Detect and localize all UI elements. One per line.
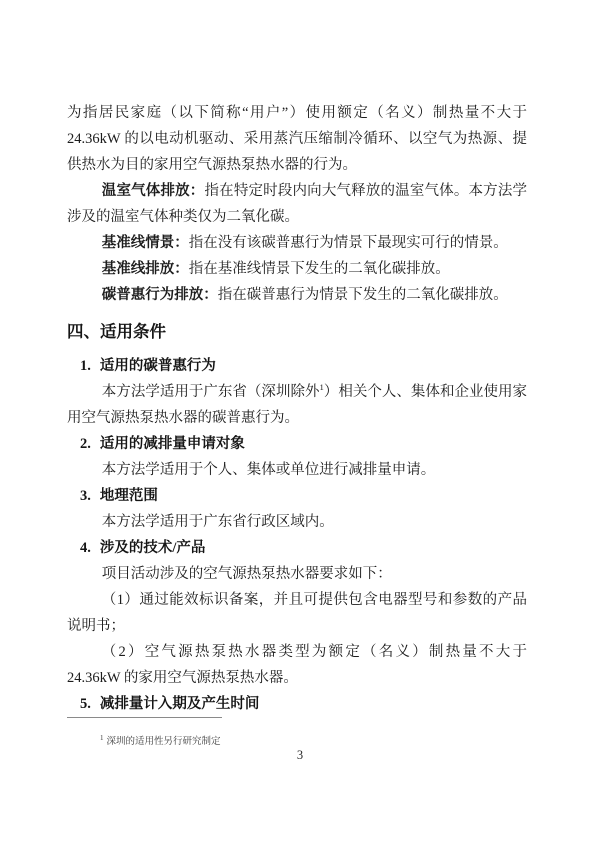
- item-title: 涉及的技术/产品: [99, 540, 206, 556]
- item-title: 地理范围: [99, 488, 158, 504]
- item-title: 适用的碳普惠行为: [99, 358, 216, 374]
- item-heading-1: [67, 353, 527, 379]
- item-number: 4.: [80, 540, 91, 556]
- item-number: 5.: [80, 696, 91, 712]
- page-content: [67, 100, 527, 717]
- section-heading: 四、适用条件: [67, 322, 166, 341]
- item-heading-2: [67, 431, 527, 457]
- intro-paragraph: 为指居民家庭（以下简称“用户”）使用额定（名义）制热量不大于 24.36kW 的以电动机驱动、采用蒸汽压缩制冷循环、以空气为热源、提供热水为目的家用空气源热泵热水器的行为。: [67, 105, 527, 173]
- definition-paragraph: [67, 230, 527, 256]
- item-body-1: [67, 379, 527, 431]
- item-body-text: ）相关个人、集体和企业使用家用空气源热泵热水器的碳普惠行为。: [67, 384, 528, 426]
- item-number: 3.: [80, 488, 91, 504]
- item-number: 1.: [80, 358, 91, 374]
- item-title: 减排量计入期及产生时间: [99, 696, 260, 712]
- sub-item-1: （1）通过能效标识备案，并且可提供包含电器型号和参数的产品说明书；: [67, 592, 527, 634]
- definition-term: 基准线排放：: [101, 261, 189, 277]
- footnote-text: 深圳的适用性另行研究制定: [106, 737, 221, 748]
- footnote: [67, 731, 527, 749]
- item-heading-4: [67, 535, 527, 561]
- page-number: 3: [296, 748, 304, 762]
- definition-paragraph: [67, 256, 527, 282]
- item-body-2: 本方法学适用于个人、集体或单位进行减排量申请。: [101, 462, 436, 478]
- item-heading-5: [67, 691, 527, 717]
- item-title: 适用的减排量申请对象: [99, 436, 245, 452]
- definition-text: 指在碳普惠行为情景下发生的二氧化碳排放。: [217, 287, 508, 303]
- item-body-text: 本方法学适用于广东省（深圳除外: [101, 384, 320, 400]
- sub-item-2: （2）空气源热泵热水器类型为额定（名义）制热量不大于 24.36kW 的家用空气源热泵热水器。: [67, 644, 527, 686]
- footnote-reference: 1: [319, 382, 324, 393]
- item-body-4: 项目活动涉及的空气源热泵热水器要求如下：: [101, 566, 392, 582]
- definition-paragraph: [67, 178, 527, 230]
- definition-text: 指在没有该碳普惠行为情景下最现实可行的情景。: [188, 235, 508, 251]
- definition-term: 碳普惠行为排放：: [101, 287, 218, 303]
- definition-term: 温室气体排放：: [101, 183, 205, 199]
- definition-text: 指在特定时段内向大气释放的温室气体。本方法学涉及的温室气体种类仅为二氧化碳。: [67, 183, 528, 225]
- definition-term: 基准线情景：: [101, 235, 189, 251]
- footnote-marker: 1: [100, 734, 104, 742]
- definition-paragraph: [67, 282, 527, 308]
- footnote-divider: [67, 717, 222, 718]
- definition-text: 指在基准线情景下发生的二氧化碳排放。: [188, 261, 450, 277]
- item-number: 2.: [80, 436, 91, 452]
- item-body-3: 本方法学适用于广东省行政区域内。: [101, 514, 334, 530]
- item-heading-3: [67, 483, 527, 509]
